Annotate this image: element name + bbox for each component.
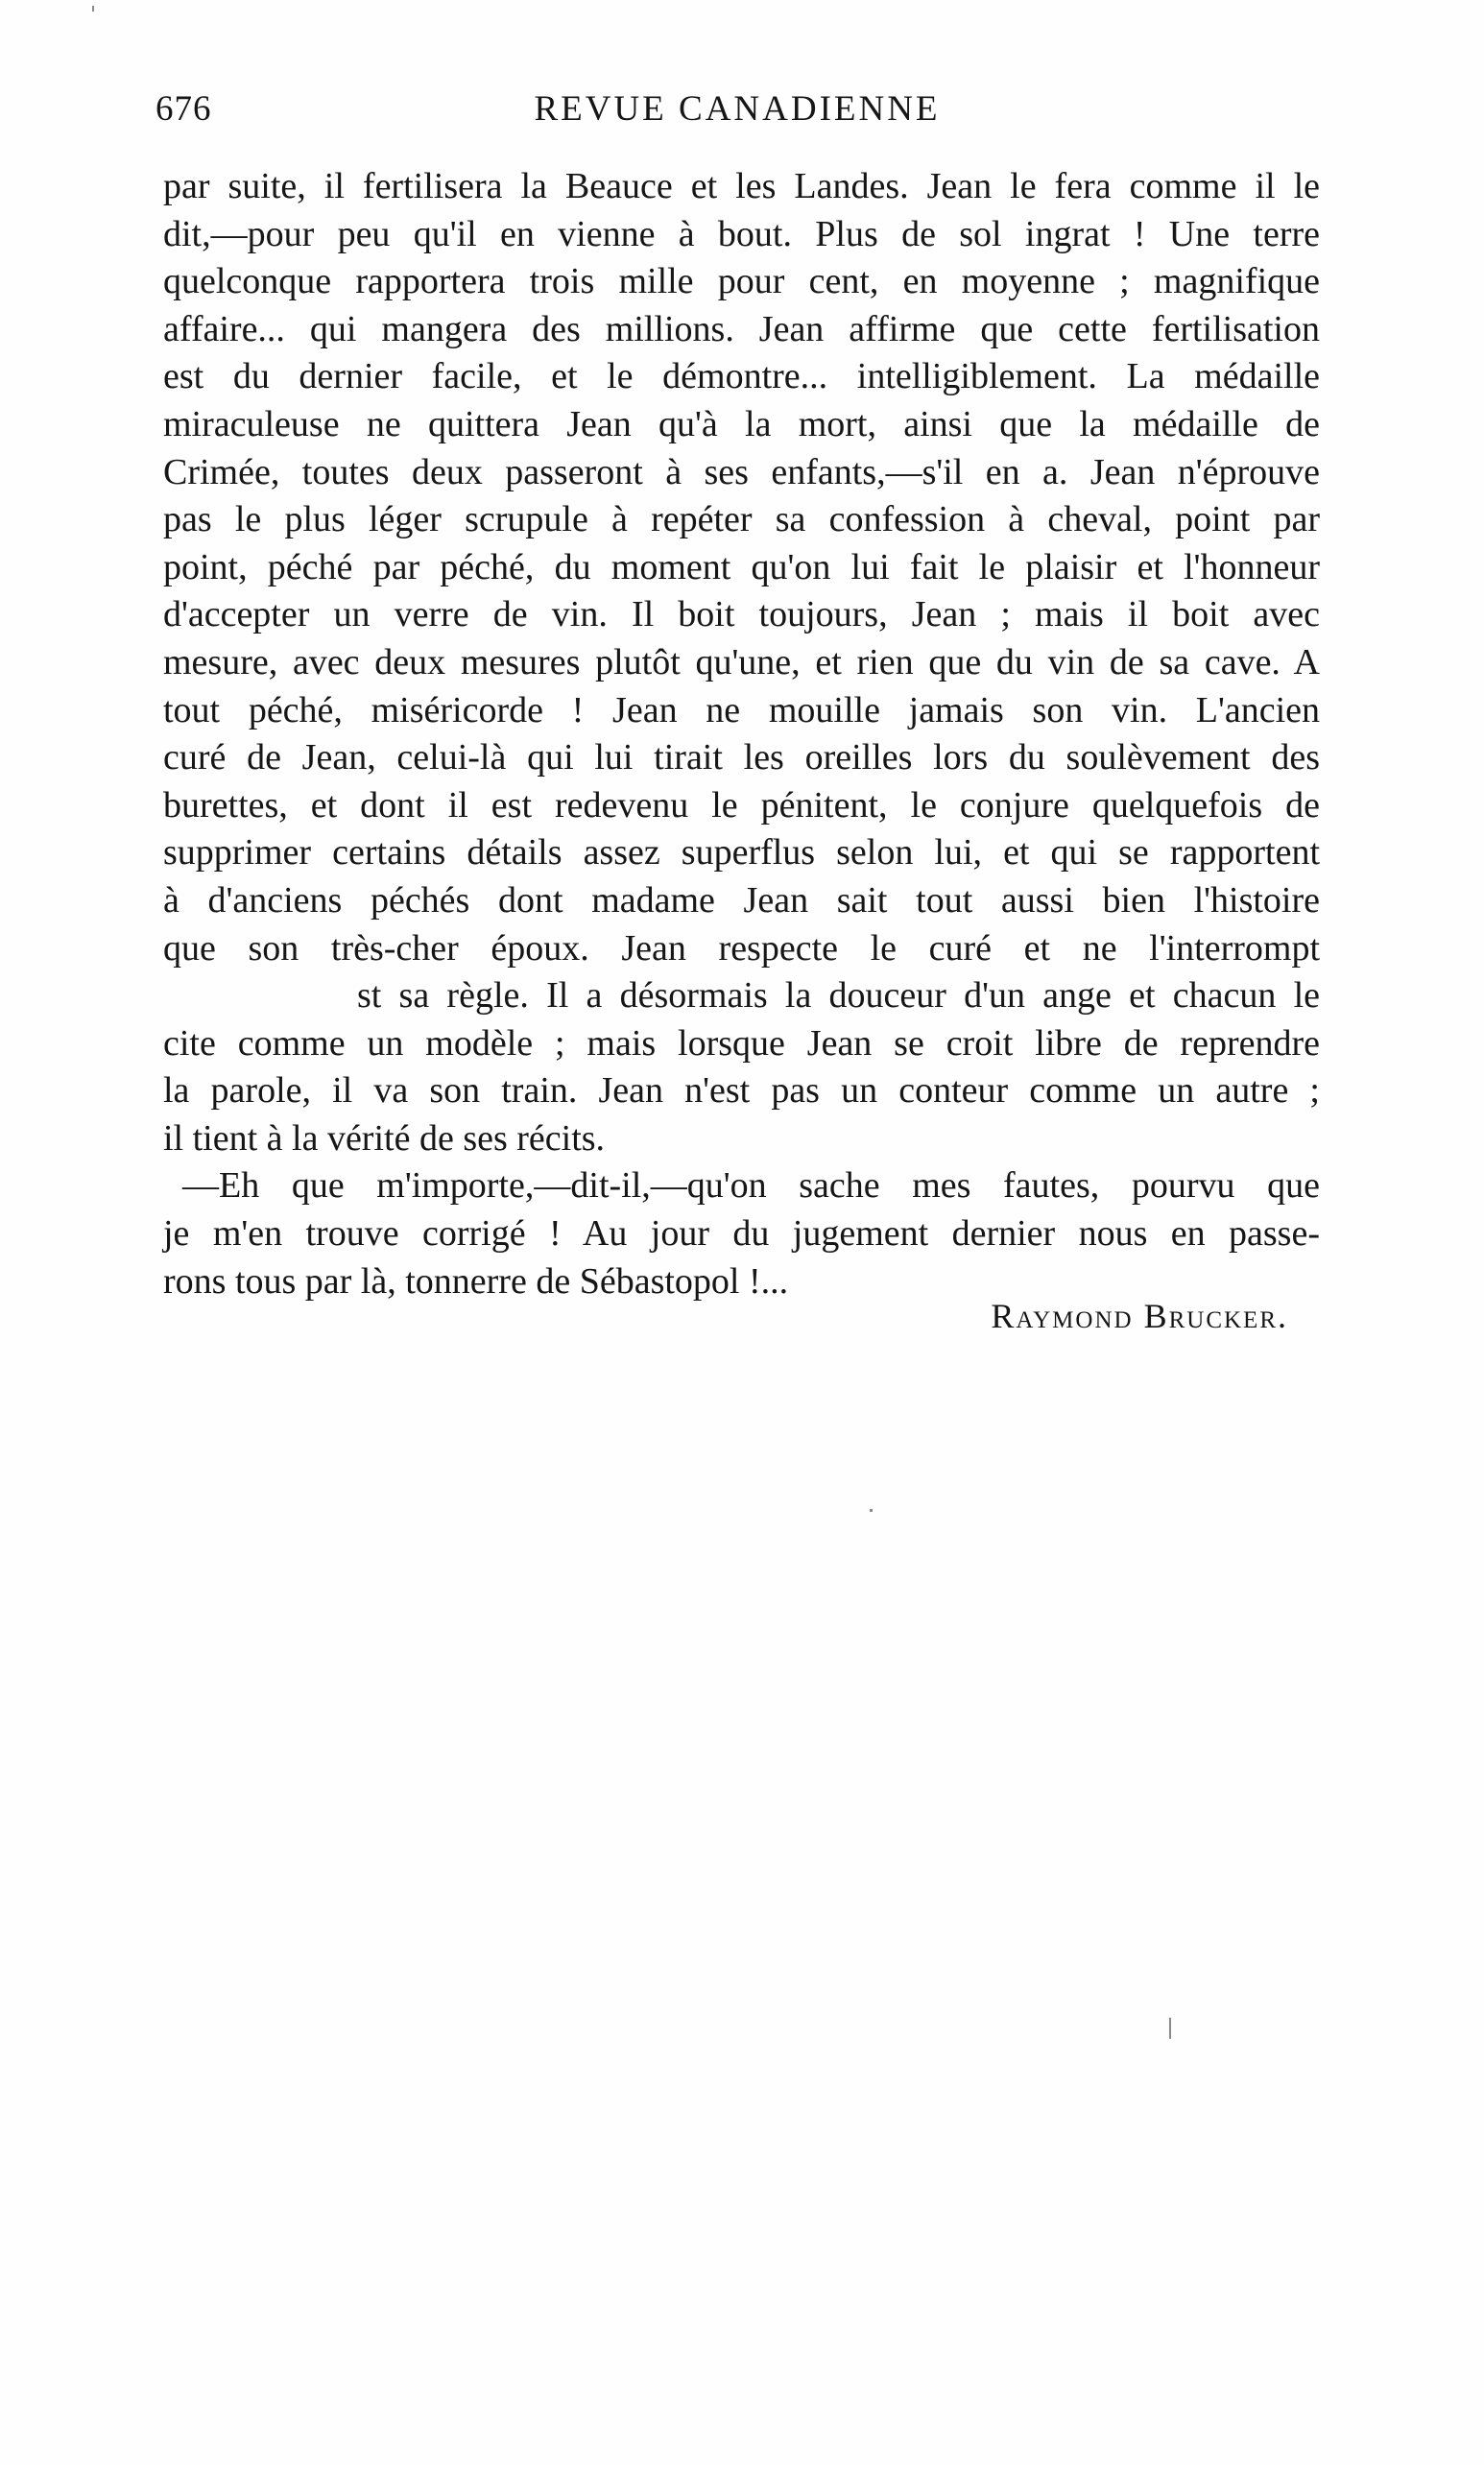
author-signature: Raymond Brucker. [991, 1297, 1288, 1335]
text-line: je m'en trouve corrigé ! Au jour du jugement dernier nous en passe- [163, 1213, 1320, 1255]
running-head: REVUE CANADIENNE [534, 89, 941, 129]
text-line: tout péché, miséricorde ! Jean ne mouille jamais son vin. L'ancien [163, 689, 1320, 730]
text-line: que son très-cher époux. Jean respecte le curé et ne l'interrompt [163, 927, 1320, 969]
text-line: point, péché par péché, du moment qu'on lui fait le plaisir et l'honneur [163, 546, 1320, 587]
text-line: Crimée, toutes deux passeront à ses enfants,—s'il en a. Jean n'éprouve [163, 451, 1320, 492]
text-line: à d'anciens péchés dont madame Jean sait tout aussi bien l'histoire [163, 879, 1320, 921]
text-line: d'accepter un verre de vin. Il boit toujours, Jean ; mais il boit avec [163, 594, 1320, 635]
text-line: il tient à la vérité de ses récits. [163, 1117, 606, 1159]
text-line: supprimer certains détails assez superflus selon lui, et qui se rapportent [163, 832, 1320, 874]
text-line: curé de Jean, celui-là qui lui tirait les oreilles lors du soulèvement des [163, 737, 1320, 778]
paper-speck [870, 1509, 873, 1512]
text-line: —Eh que m'importe,—dit-il,—qu'on sache mes fautes, pourvu que [182, 1165, 1320, 1207]
text-line: dit,—pour peu qu'il en vienne à bout. Plus de sol ingrat ! Une terre [163, 213, 1320, 254]
text-line: la parole, il va son train. Jean n'est pas un conteur comme un autre ; [163, 1070, 1320, 1112]
text-line: est du dernier facile, et le démontre... intelligiblement. La médaille [163, 356, 1320, 397]
text-line: cite comme un modèle ; mais lorsque Jean se croit libre de reprendre [163, 1022, 1320, 1064]
text-line: miraculeuse ne quittera Jean qu'à la mort, ainsi que la médaille de [163, 403, 1320, 444]
text-line: burettes, et dont il est redevenu le pénitent, le conjure quelquefois de [163, 784, 1320, 826]
paper-speck [92, 6, 94, 12]
page-number: 676 [156, 89, 212, 129]
text-line: pas le plus léger scrupule à repéter sa confession à cheval, point par [163, 499, 1320, 540]
paper-speck [1169, 2018, 1171, 2039]
body-text [163, 163, 1320, 1305]
text-line: mesure, avec deux mesures plutôt qu'une, et rien que du vin de sa cave. A [163, 641, 1320, 682]
text-line: affaire... qui mangera des millions. Jean affirme que cette fertilisation [163, 308, 1320, 349]
text-line: par suite, il fertilisera la Beauce et les Landes. Jean le fera comme il le [163, 166, 1320, 206]
page-header [156, 88, 1319, 138]
text-line: st sa règle. Il a désormais la douceur d'un ange et chacun le [357, 975, 1320, 1017]
text-line: rons tous par là, tonnerre de Sébastopol !... [163, 1260, 789, 1302]
text-line: quelconque rapportera trois mille pour cent, en moyenne ; magnifique [163, 261, 1320, 302]
